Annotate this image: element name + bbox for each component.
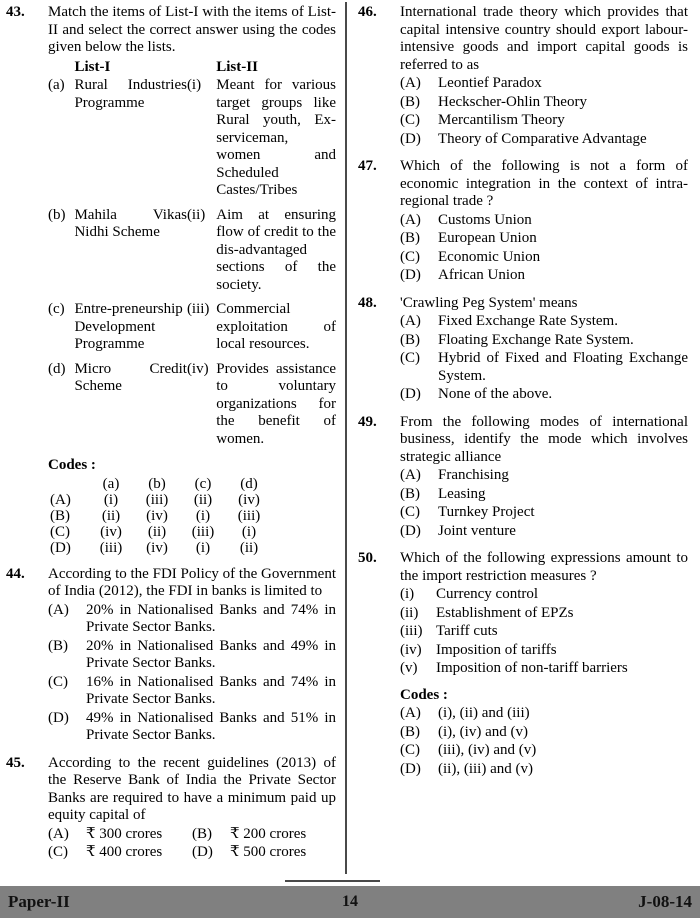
match-right-text: Meant for various target groups like Rural youth, Ex-serviceman, women and Scheduled Castes/Tribes <box>216 77 336 198</box>
question-text: International trade theory which provides that capital intensive country should export labour-intensive goods and import capital goods is referred to as <box>400 4 688 73</box>
statement-list <box>400 586 688 678</box>
codes-header-a: (a) <box>102 475 120 492</box>
question-43 <box>6 4 336 556</box>
statement-label: (iii) <box>400 623 423 639</box>
option-label: (A) <box>400 211 421 228</box>
codes-value: (i) <box>195 507 211 524</box>
codes-option-row[interactable] <box>50 508 272 524</box>
option-list <box>400 467 688 540</box>
option-label: (B) <box>400 230 420 246</box>
footer-paper-label: Paper-II <box>8 892 70 911</box>
question-number: 48. <box>358 294 377 311</box>
option-text: 20% in Nationalised Banks and 49% in Private Sector Banks. <box>86 637 336 671</box>
codes-option-row[interactable] <box>50 492 272 508</box>
page-footer <box>0 886 700 918</box>
codes-header-row <box>50 476 272 492</box>
option-c[interactable] <box>48 674 336 709</box>
footer-rule <box>285 880 380 882</box>
statement-label: (iv) <box>400 641 422 658</box>
option-d[interactable] <box>192 844 336 862</box>
option-text: African Union <box>438 267 526 283</box>
option-text: Heckscher-Ohlin Theory <box>438 93 587 110</box>
option-text: Leasing <box>438 485 486 502</box>
codes-option-row[interactable] <box>50 540 272 556</box>
codes-option-key: (A) <box>50 491 71 508</box>
option-a[interactable] <box>400 212 688 230</box>
codes-value: (iv) <box>238 491 260 508</box>
option-label: (B) <box>400 331 420 348</box>
codes-option-key: (D) <box>50 539 71 556</box>
match-alpha: (a) <box>48 77 65 93</box>
option-label: (D) <box>48 709 69 726</box>
match-left-text: Rural Industries Programme <box>74 77 187 111</box>
option-list <box>400 75 688 148</box>
option-list <box>400 313 688 404</box>
option-label: (C) <box>48 673 68 690</box>
match-roman: (iii) <box>186 301 210 317</box>
statement-label: (ii) <box>400 604 419 621</box>
option-text: Theory of Comparative Advantage <box>438 130 647 147</box>
option-d[interactable] <box>48 710 336 745</box>
match-row <box>48 200 336 295</box>
question-text: Which of the following is not a form of economic integration in the context of intra-regional trade ? <box>400 158 688 209</box>
option-text: Economic Union <box>438 248 541 265</box>
option-label: (D) <box>400 760 421 777</box>
option-c[interactable] <box>400 504 688 522</box>
option-d[interactable] <box>400 761 688 779</box>
question-44 <box>6 566 336 745</box>
codes-value: (iv) <box>146 507 168 524</box>
option-text: European Union <box>438 230 537 246</box>
option-list <box>400 705 688 778</box>
codes-value: (ii) <box>193 491 213 508</box>
option-row <box>48 826 336 844</box>
match-right-text: Provides assistance to voluntary organizations for the benefit of women. <box>216 360 336 447</box>
option-label: (A) <box>400 75 421 91</box>
option-text: Customs Union <box>438 211 532 228</box>
option-label: (D) <box>400 386 421 402</box>
match-roman: (ii) <box>186 206 206 223</box>
option-row <box>48 844 336 862</box>
right-column <box>358 4 688 788</box>
question-49 <box>358 414 688 541</box>
match-right-text: Aim at ensuring flow of credit to the dis-advantaged sections of the society. <box>216 206 336 293</box>
option-label: (B) <box>400 723 420 740</box>
option-text: 16% in Nationalised Banks and 74% in Private Sector Banks. <box>86 673 336 707</box>
codes-value: (iv) <box>100 523 122 540</box>
codes-option-row[interactable] <box>50 524 272 540</box>
codes-value: (ii) <box>101 507 121 524</box>
codes-value: (iii) <box>145 491 169 508</box>
option-text: (iii), (iv) and (v) <box>438 742 537 758</box>
match-right-text: Commercial exploitation of local resources. <box>216 301 336 352</box>
option-label: (C) <box>48 844 68 860</box>
option-text: Fixed Exchange Rate System. <box>438 313 618 329</box>
statement-label: (i) <box>400 586 415 602</box>
list-ii-header: List-II <box>216 58 258 75</box>
statement-text: Establishment of EPZs <box>436 604 574 621</box>
statement-iii <box>400 623 688 641</box>
question-number: 47. <box>358 158 377 174</box>
option-label: (B) <box>48 637 68 654</box>
question-text: According to the FDI Policy of the Government of India (2012), the FDI in banks is limited to <box>48 565 336 599</box>
option-a[interactable] <box>400 313 688 331</box>
option-label: (D) <box>192 844 213 860</box>
option-text: Turnkey Project <box>438 504 535 520</box>
option-c[interactable] <box>400 742 688 760</box>
option-label: (A) <box>48 825 69 842</box>
option-text: None of the above. <box>438 386 553 402</box>
option-text: 20% in Nationalised Banks and 74% in Private Sector Banks. <box>86 601 336 635</box>
option-list <box>48 602 336 745</box>
option-d[interactable] <box>400 523 688 541</box>
option-label: (C) <box>400 112 420 128</box>
option-d[interactable] <box>400 131 688 149</box>
codes-option-key: (C) <box>50 523 70 540</box>
codes-value: (ii) <box>239 539 259 556</box>
option-b[interactable] <box>400 94 688 112</box>
match-left-text: Entre-preneurship Development Programme <box>74 301 183 352</box>
left-column <box>6 4 336 872</box>
option-label: (D) <box>400 522 421 539</box>
option-b[interactable] <box>48 638 336 673</box>
statement-text: Currency control <box>436 586 539 602</box>
question-48 <box>358 295 688 404</box>
footer-page-number: 14 <box>342 893 358 910</box>
match-row <box>48 354 336 449</box>
question-text: According to the recent guidelines (2013) of the Reserve Bank of India the Private Sector Banks are required to have a minimum paid up equity capital of <box>48 754 336 823</box>
statement-text: Imposition of tariffs <box>436 641 557 658</box>
codes-table <box>50 476 272 556</box>
codes-header-d: (d) <box>240 475 258 492</box>
option-a[interactable] <box>400 705 688 723</box>
list-header-row <box>48 59 336 78</box>
question-46 <box>358 4 688 148</box>
codes-value: (iii) <box>237 507 261 524</box>
option-d[interactable] <box>400 386 688 404</box>
option-label: (C) <box>400 248 420 265</box>
codes-option-key: (B) <box>50 507 70 524</box>
option-c[interactable] <box>400 249 688 267</box>
question-47 <box>358 158 688 285</box>
option-b[interactable] <box>400 332 688 350</box>
question-45 <box>6 755 336 862</box>
question-number: 46. <box>358 4 377 20</box>
question-text: 'Crawling Peg System' means <box>400 294 578 311</box>
option-label: (D) <box>400 267 421 283</box>
match-left-text: Mahila Vikas Nidhi Scheme <box>74 206 187 240</box>
option-c[interactable] <box>48 844 192 862</box>
option-c[interactable] <box>400 112 688 130</box>
option-a[interactable] <box>48 602 336 637</box>
option-b[interactable] <box>192 826 336 844</box>
option-b[interactable] <box>400 230 688 248</box>
option-text: ₹ 500 crores <box>230 844 307 860</box>
option-text: ₹ 300 crores <box>86 825 163 842</box>
option-c[interactable] <box>400 350 688 385</box>
option-label: (C) <box>400 742 420 758</box>
option-text: ₹ 200 crores <box>230 825 307 842</box>
match-list-table <box>48 59 336 449</box>
codes-value: (i) <box>195 539 211 556</box>
codes-value: (iii) <box>191 523 215 540</box>
question-text: Which of the following expressions amount to the import restriction measures ? <box>400 550 688 584</box>
option-label: (B) <box>400 93 420 110</box>
option-text: (i), (iv) and (v) <box>438 723 528 740</box>
option-label: (A) <box>400 467 421 483</box>
option-d[interactable] <box>400 267 688 285</box>
statement-i <box>400 586 688 604</box>
option-list <box>400 212 688 285</box>
match-alpha: (c) <box>48 301 65 317</box>
match-roman: (i) <box>186 77 202 93</box>
codes-value: (i) <box>103 491 119 508</box>
option-text: Franchising <box>438 467 509 483</box>
option-text: (ii), (iii) and (v) <box>438 760 533 777</box>
option-label: (A) <box>400 313 421 329</box>
question-text: From the following modes of international business, identify the mode which involves strategic alliance <box>400 413 688 465</box>
codes-label: Codes : <box>48 457 96 473</box>
codes-value: (i) <box>241 523 257 540</box>
question-number: 44. <box>6 565 25 582</box>
option-text: 49% in Nationalised Banks and 51% in Private Sector Banks. <box>86 709 336 743</box>
option-a[interactable] <box>400 75 688 93</box>
codes-value: (iii) <box>99 539 123 556</box>
option-label: (C) <box>400 350 420 366</box>
option-label: (B) <box>192 825 212 842</box>
statement-iv <box>400 642 688 660</box>
option-text: Joint venture <box>438 522 516 539</box>
option-label: (B) <box>400 485 420 502</box>
option-text: Hybrid of Fixed and Floating Exchange System. <box>438 350 688 384</box>
option-grid <box>48 826 336 862</box>
option-b[interactable] <box>400 724 688 742</box>
option-label: (C) <box>400 504 420 520</box>
option-text: (i), (ii) and (iii) <box>438 705 530 721</box>
question-number: 45. <box>6 754 25 771</box>
match-alpha: (d) <box>48 360 66 377</box>
match-left-text: Micro Credit Scheme <box>74 360 187 394</box>
list-i-header: List-I <box>74 58 111 75</box>
option-a[interactable] <box>48 826 192 844</box>
statement-text: Imposition of non-tariff barriers <box>436 660 628 676</box>
footer-paper-code: J-08-14 <box>638 892 692 911</box>
question-50 <box>358 550 688 778</box>
codes-header-b: (b) <box>148 475 166 492</box>
option-text: Mercantilism Theory <box>438 112 565 128</box>
codes-value: (iv) <box>146 539 168 556</box>
match-alpha: (b) <box>48 206 66 223</box>
question-text: Match the items of List-I with the items of List-II and select the correct answer using the codes given below the lists. <box>48 4 336 55</box>
option-label: (A) <box>400 705 421 721</box>
option-label: (A) <box>48 601 69 618</box>
option-text: Leontief Paradox <box>438 75 542 91</box>
codes-value: (ii) <box>147 523 167 540</box>
option-b[interactable] <box>400 486 688 504</box>
question-number: 43. <box>6 4 25 20</box>
question-number: 49. <box>358 413 377 430</box>
question-number: 50. <box>358 550 377 566</box>
option-text: ₹ 400 crores <box>86 844 163 860</box>
option-label: (D) <box>400 130 421 147</box>
statement-label: (v) <box>400 660 418 676</box>
option-a[interactable] <box>400 467 688 485</box>
match-roman: (iv) <box>186 360 209 377</box>
statement-text: Tariff cuts <box>436 623 498 639</box>
match-row <box>48 77 336 200</box>
statement-ii <box>400 605 688 623</box>
match-row <box>48 294 336 354</box>
statement-v <box>400 660 688 678</box>
codes-label: Codes : <box>400 686 448 703</box>
option-text: Floating Exchange Rate System. <box>438 331 634 348</box>
codes-header-c: (c) <box>194 475 212 492</box>
